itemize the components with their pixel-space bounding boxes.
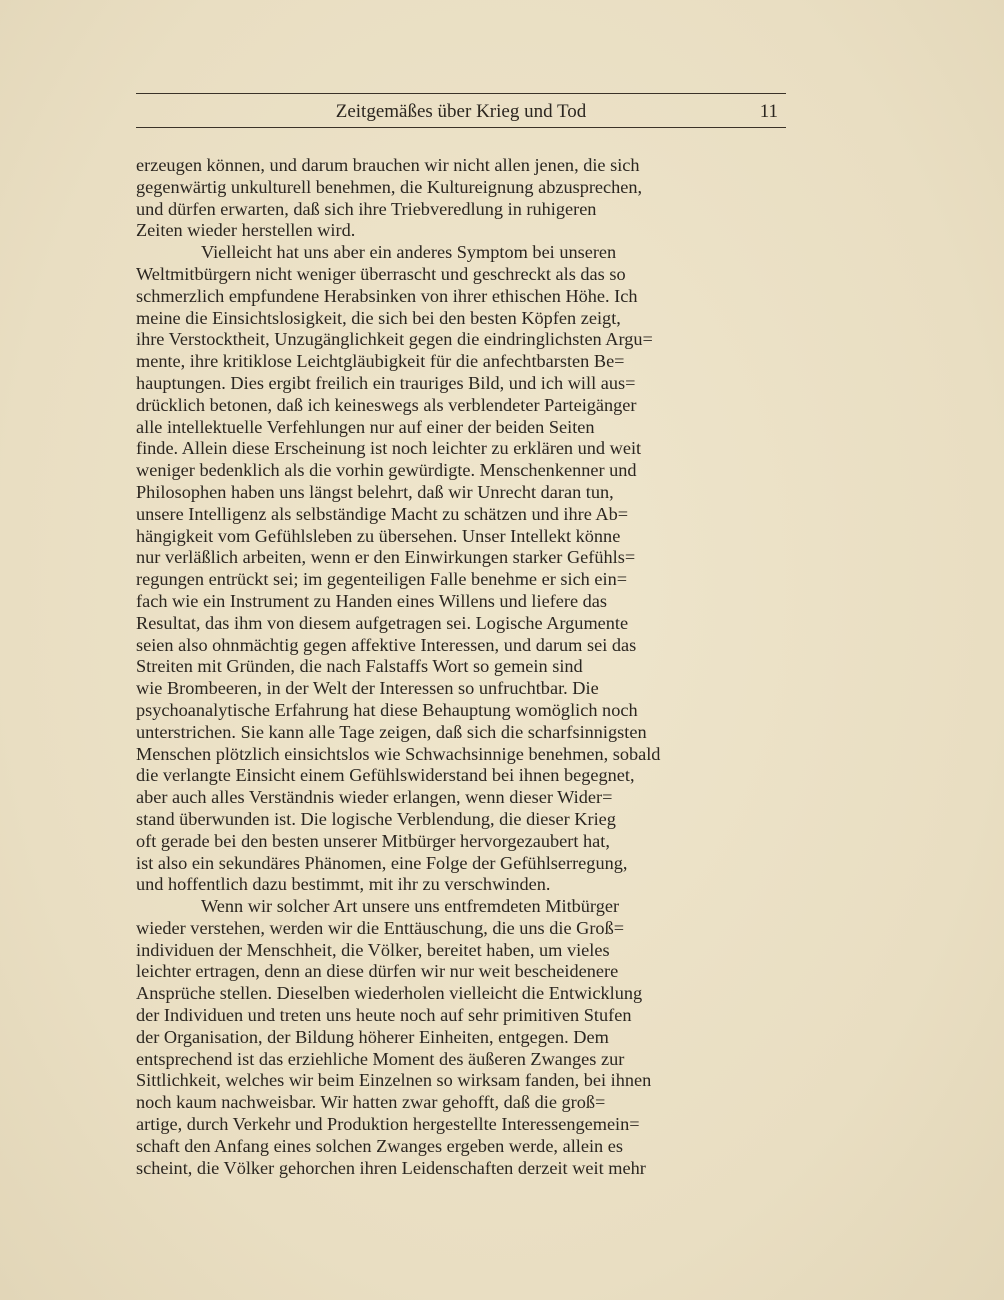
text-line: noch kaum nachweisbar. Wir hatten zwar gehofft, daß die groß= bbox=[136, 1092, 606, 1113]
text-line: individuen der Menschheit, die Völker, bereitet haben, um vieles bbox=[136, 939, 610, 960]
text-line: weniger bedenklich als die vorhin gewürdigte. Menschenkenner und bbox=[136, 460, 637, 481]
text-line: leichter ertragen, denn an diese dürfen wir nur weit bescheidenere bbox=[136, 961, 619, 982]
text-line: gegenwärtig unkulturell benehmen, die Kultureignung abzusprechen, bbox=[136, 176, 643, 197]
text-line: meine die Einsichtslosigkeit, die sich bei den besten Köpfen zeigt, bbox=[136, 307, 621, 328]
text-line: und hoffentlich dazu bestimmt, mit ihr zu verschwinden. bbox=[136, 874, 551, 895]
running-title: Zeitgemäßes über Krieg und Tod bbox=[335, 101, 587, 122]
text-line: Vielleicht hat uns aber ein anderes Symptom bei unseren bbox=[201, 242, 617, 263]
text-line: stand überwunden ist. Die logische Verblendung, die dieser Krieg bbox=[136, 808, 616, 829]
text-line: ist also ein sekundäres Phänomen, eine Folge der Gefühlserregung, bbox=[136, 852, 628, 873]
text-line: wieder verstehen, werden wir die Enttäuschung, die uns die Groß= bbox=[136, 917, 625, 938]
text-line: Streiten mit Gründen, die nach Falstaffs Wort so gemein sind bbox=[136, 656, 583, 677]
text-line: hängigkeit vom Gefühlsleben zu übersehen. Unser Intellekt könne bbox=[136, 525, 621, 546]
text-line: ihre Verstocktheit, Unzugänglichkeit gegen die eindringlichsten Argu= bbox=[136, 329, 653, 350]
text-line: oft gerade bei den besten unserer Mitbürger hervorgezaubert hat, bbox=[136, 830, 610, 851]
text-line: nur verläßlich arbeiten, wenn er den Einwirkungen starker Gefühls= bbox=[136, 547, 636, 568]
text-line: seien also ohnmächtig gegen affektive Interessen, und darum sei das bbox=[136, 634, 637, 655]
page-number: 11 bbox=[759, 101, 778, 122]
header-rule-top bbox=[136, 93, 786, 94]
text-line: schmerzlich empfundene Herabsinken von ihrer ethischen Höhe. Ich bbox=[136, 285, 638, 306]
text-line: entsprechend ist das erziehliche Moment des äußeren Zwanges zur bbox=[136, 1048, 625, 1069]
text-line: Zeiten wieder herstellen wird. bbox=[136, 220, 356, 241]
text-line: unterstrichen. Sie kann alle Tage zeigen, daß sich die scharfsinnigsten bbox=[136, 721, 647, 742]
text-line: Ansprüche stellen. Dieselben wiederholen vielleicht die Entwicklung bbox=[136, 983, 643, 1004]
text-line: der Individuen und treten uns heute noch auf sehr primitiven Stufen bbox=[136, 1005, 632, 1026]
text-line: die verlangte Einsicht einem Gefühlswiderstand bei ihnen begegnet, bbox=[136, 765, 635, 786]
text-line: scheint, die Völker gehorchen ihren Leidenschaften derzeit weit mehr bbox=[136, 1157, 646, 1178]
text-line: aber auch alles Verständnis wieder erlangen, wenn dieser Wider= bbox=[136, 787, 613, 808]
text-line: der Organisation, der Bildung höherer Einheiten, entgegen. Dem bbox=[136, 1026, 609, 1047]
text-line: regungen entrückt sei; im gegenteiligen Falle benehme er sich ein= bbox=[136, 569, 628, 590]
text-line: fach wie ein Instrument zu Handen eines Willens und liefere das bbox=[136, 590, 608, 611]
text-line: hauptungen. Dies ergibt freilich ein trauriges Bild, und ich will aus= bbox=[136, 372, 636, 393]
text-line: Sittlichkeit, welches wir beim Einzelnen so wirksam fanden, bei ihnen bbox=[136, 1070, 652, 1091]
text-line: alle intellektuelle Verfehlungen nur auf einer der beiden Seiten bbox=[136, 416, 595, 437]
text-line: Philosophen haben uns längst belehrt, daß wir Unrecht daran tun, bbox=[136, 481, 614, 502]
text-line: artige, durch Verkehr und Produktion hergestellte Interessengemein= bbox=[136, 1114, 640, 1135]
header-rule-bottom bbox=[136, 127, 786, 128]
text-line: erzeugen können, und darum brauchen wir nicht allen jenen, die sich bbox=[136, 155, 640, 175]
text-line: unsere Intelligenz als selbständige Macht zu schätzen und ihre Ab= bbox=[136, 503, 629, 524]
text-line: psychoanalytische Erfahrung hat diese Behauptung womöglich noch bbox=[136, 699, 638, 720]
running-header bbox=[136, 100, 786, 124]
text-line: Resultat, das ihm von diesem aufgetragen sei. Logische Argumente bbox=[136, 612, 629, 633]
text-line: schaft den Anfang eines solchen Zwanges ergeben werde, allein es bbox=[136, 1135, 623, 1156]
text-line: Menschen plötzlich einsichtslos wie Schwachsinnige benehmen, sobald bbox=[136, 743, 661, 764]
text-line: Wenn wir solcher Art unsere uns entfremdeten Mitbürger bbox=[201, 896, 620, 917]
text-line: Weltmitbürgern nicht weniger überrascht und geschreckt als das so bbox=[136, 263, 626, 284]
text-line: mente, ihre kritiklose Leichtgläubigkeit für die anfechtbarsten Be= bbox=[136, 351, 625, 372]
text-line: wie Brombeeren, in der Welt der Interessen so unfruchtbar. Die bbox=[136, 678, 599, 699]
text-line: finde. Allein diese Erscheinung ist noch leichter zu erklären und weit bbox=[136, 438, 642, 459]
body-text bbox=[136, 155, 786, 1179]
text-line: und dürfen erwarten, daß sich ihre Triebveredlung in ruhigeren bbox=[136, 198, 597, 219]
text-line: drücklich betonen, daß ich keineswegs als verblendeter Parteigänger bbox=[136, 394, 637, 415]
